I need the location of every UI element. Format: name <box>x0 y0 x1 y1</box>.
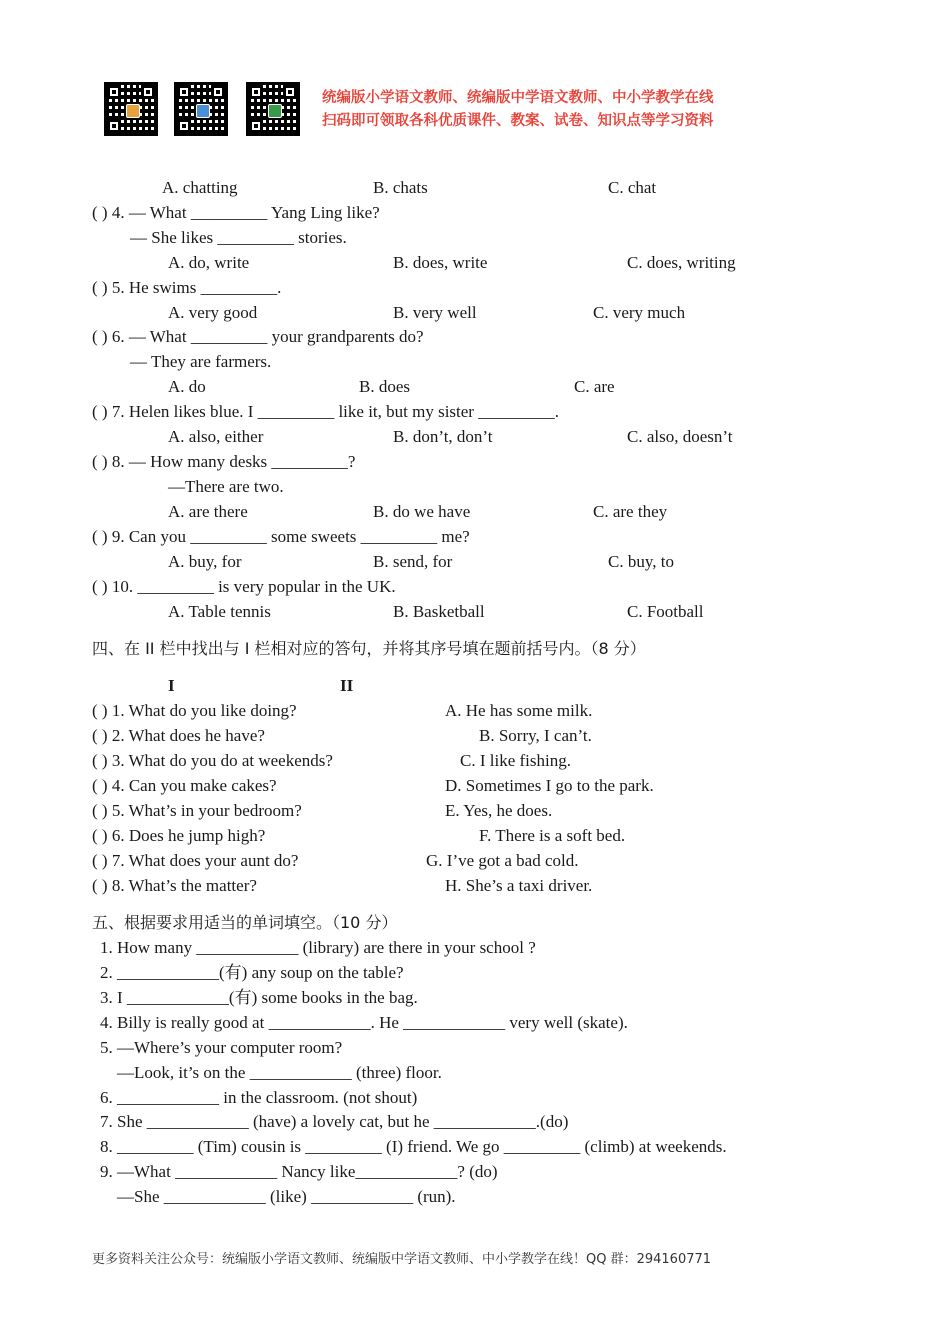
option-b: B. do we have <box>373 502 471 521</box>
match-answer: C. I like fishing. <box>460 751 571 770</box>
section-5-title: 五、根据要求用适当的单词填空。（10 分） <box>92 913 398 932</box>
fill-in-line: 7. She ____________ (have) a lovely cat, but he ____________.(do) <box>100 1112 569 1131</box>
question-stem: ( ) 4. — What _________ Yang Ling like? <box>92 203 380 222</box>
match-question: ( ) 5. What’s in your bedroom? <box>92 801 302 820</box>
match-question: ( ) 6. Does he jump high? <box>92 826 266 845</box>
match-question: ( ) 4. Can you make cakes? <box>92 776 277 795</box>
qr-code-2 <box>174 82 228 136</box>
fill-in-line: —Look, it’s on the ____________ (three) floor. <box>100 1063 442 1082</box>
option-c: C. very much <box>593 303 686 322</box>
qr-code-3 <box>246 82 300 136</box>
page-footer: 更多资料关注公众号：统编版小学语文教师、统编版中学语文教师、中小学教学在线！QQ 群：294160771 <box>92 1252 712 1267</box>
match-answer: F. There is a soft bed. <box>479 826 626 845</box>
option-a: A. very good <box>168 303 258 322</box>
fill-in-line: 9. —What ____________ Nancy like____________? (do) <box>100 1162 498 1181</box>
option-c: C. are they <box>593 502 668 521</box>
fill-in-line: —She ____________ (like) ____________ (run). <box>100 1187 456 1206</box>
match-question: ( ) 1. What do you like doing? <box>92 701 297 720</box>
match-question: ( ) 7. What does your aunt do? <box>92 851 299 870</box>
match-question: ( ) 3. What do you do at weekends? <box>92 751 333 770</box>
question-sub: — They are farmers. <box>130 352 272 371</box>
column-2-header: II <box>340 676 354 695</box>
option-a: A. do <box>168 377 206 396</box>
option-a: A. Table tennis <box>168 602 271 621</box>
q3-option-c: C. chat <box>608 178 657 197</box>
option-a: A. also, either <box>168 427 264 446</box>
option-c: C. also, doesn’t <box>627 427 733 446</box>
option-b: B. don’t, don’t <box>393 427 493 446</box>
question-sub: —There are two. <box>168 477 284 496</box>
match-answer: D. Sometimes I go to the park. <box>445 776 654 795</box>
match-answer: B. Sorry, I can’t. <box>479 726 592 745</box>
match-answer: A. He has some milk. <box>445 701 593 720</box>
question-stem: ( ) 8. — How many desks _________? <box>92 452 356 471</box>
match-answer: E. Yes, he does. <box>445 801 553 820</box>
banner-line-2: 扫码即可领取各科优质课件、教案、试卷、知识点等学习资料 <box>322 113 714 129</box>
option-c: C. buy, to <box>608 552 674 571</box>
fill-in-line: 1. How many ____________ (library) are there in your school ? <box>100 938 536 957</box>
option-b: B. does <box>359 377 410 396</box>
question-stem: ( ) 5. He swims _________. <box>92 278 282 297</box>
option-b: B. very well <box>393 303 477 322</box>
question-stem: ( ) 9. Can you _________ some sweets _________ me? <box>92 527 470 546</box>
fill-in-line: 4. Billy is really good at ____________. He ____________ very well (skate). <box>100 1013 628 1032</box>
fill-in-line: 3. I ____________(有) some books in the bag. <box>100 988 418 1007</box>
option-b: B. send, for <box>373 552 453 571</box>
option-a: A. are there <box>168 502 248 521</box>
fill-in-line: 6. ____________ in the classroom. (not shout) <box>100 1088 418 1107</box>
option-c: C. does, writing <box>627 253 736 272</box>
match-question: ( ) 8. What’s the matter? <box>92 876 257 895</box>
question-stem: ( ) 10. _________ is very popular in the UK. <box>92 577 396 596</box>
qr-code-1 <box>104 82 158 136</box>
question-sub: — She likes _________ stories. <box>130 228 347 247</box>
option-a: A. buy, for <box>168 552 242 571</box>
fill-in-line: 2. ____________(有) any soup on the table? <box>100 963 404 982</box>
option-a: A. do, write <box>168 253 250 272</box>
section-4-title: 四、在 II 栏中找出与 I 栏相对应的答句，并将其序号填在题前括号内。（8 分） <box>92 639 646 658</box>
option-c: C. are <box>574 377 615 396</box>
option-c: C. Football <box>627 602 704 621</box>
fill-in-line: 5. —Where’s your computer room? <box>100 1038 343 1057</box>
question-stem: ( ) 6. — What _________ your grandparents do? <box>92 327 424 346</box>
match-answer: H. She’s a taxi driver. <box>445 876 593 895</box>
fill-in-line: 8. _________ (Tim) cousin is _________ (I) friend. We go _________ (climb) at weekends. <box>100 1137 727 1156</box>
column-1-header: I <box>168 676 175 695</box>
q3-option-a: A. chatting <box>162 178 238 197</box>
q3-option-b: B. chats <box>373 178 428 197</box>
match-answer: G. I’ve got a bad cold. <box>426 851 579 870</box>
banner-line-1: 统编版小学语文教师、统编版中学语文教师、中小学教学在线 <box>322 90 714 106</box>
question-stem: ( ) 7. Helen likes blue. I _________ like it, but my sister _________. <box>92 402 559 421</box>
option-b: B. Basketball <box>393 602 485 621</box>
match-question: ( ) 2. What does he have? <box>92 726 265 745</box>
option-b: B. does, write <box>393 253 488 272</box>
